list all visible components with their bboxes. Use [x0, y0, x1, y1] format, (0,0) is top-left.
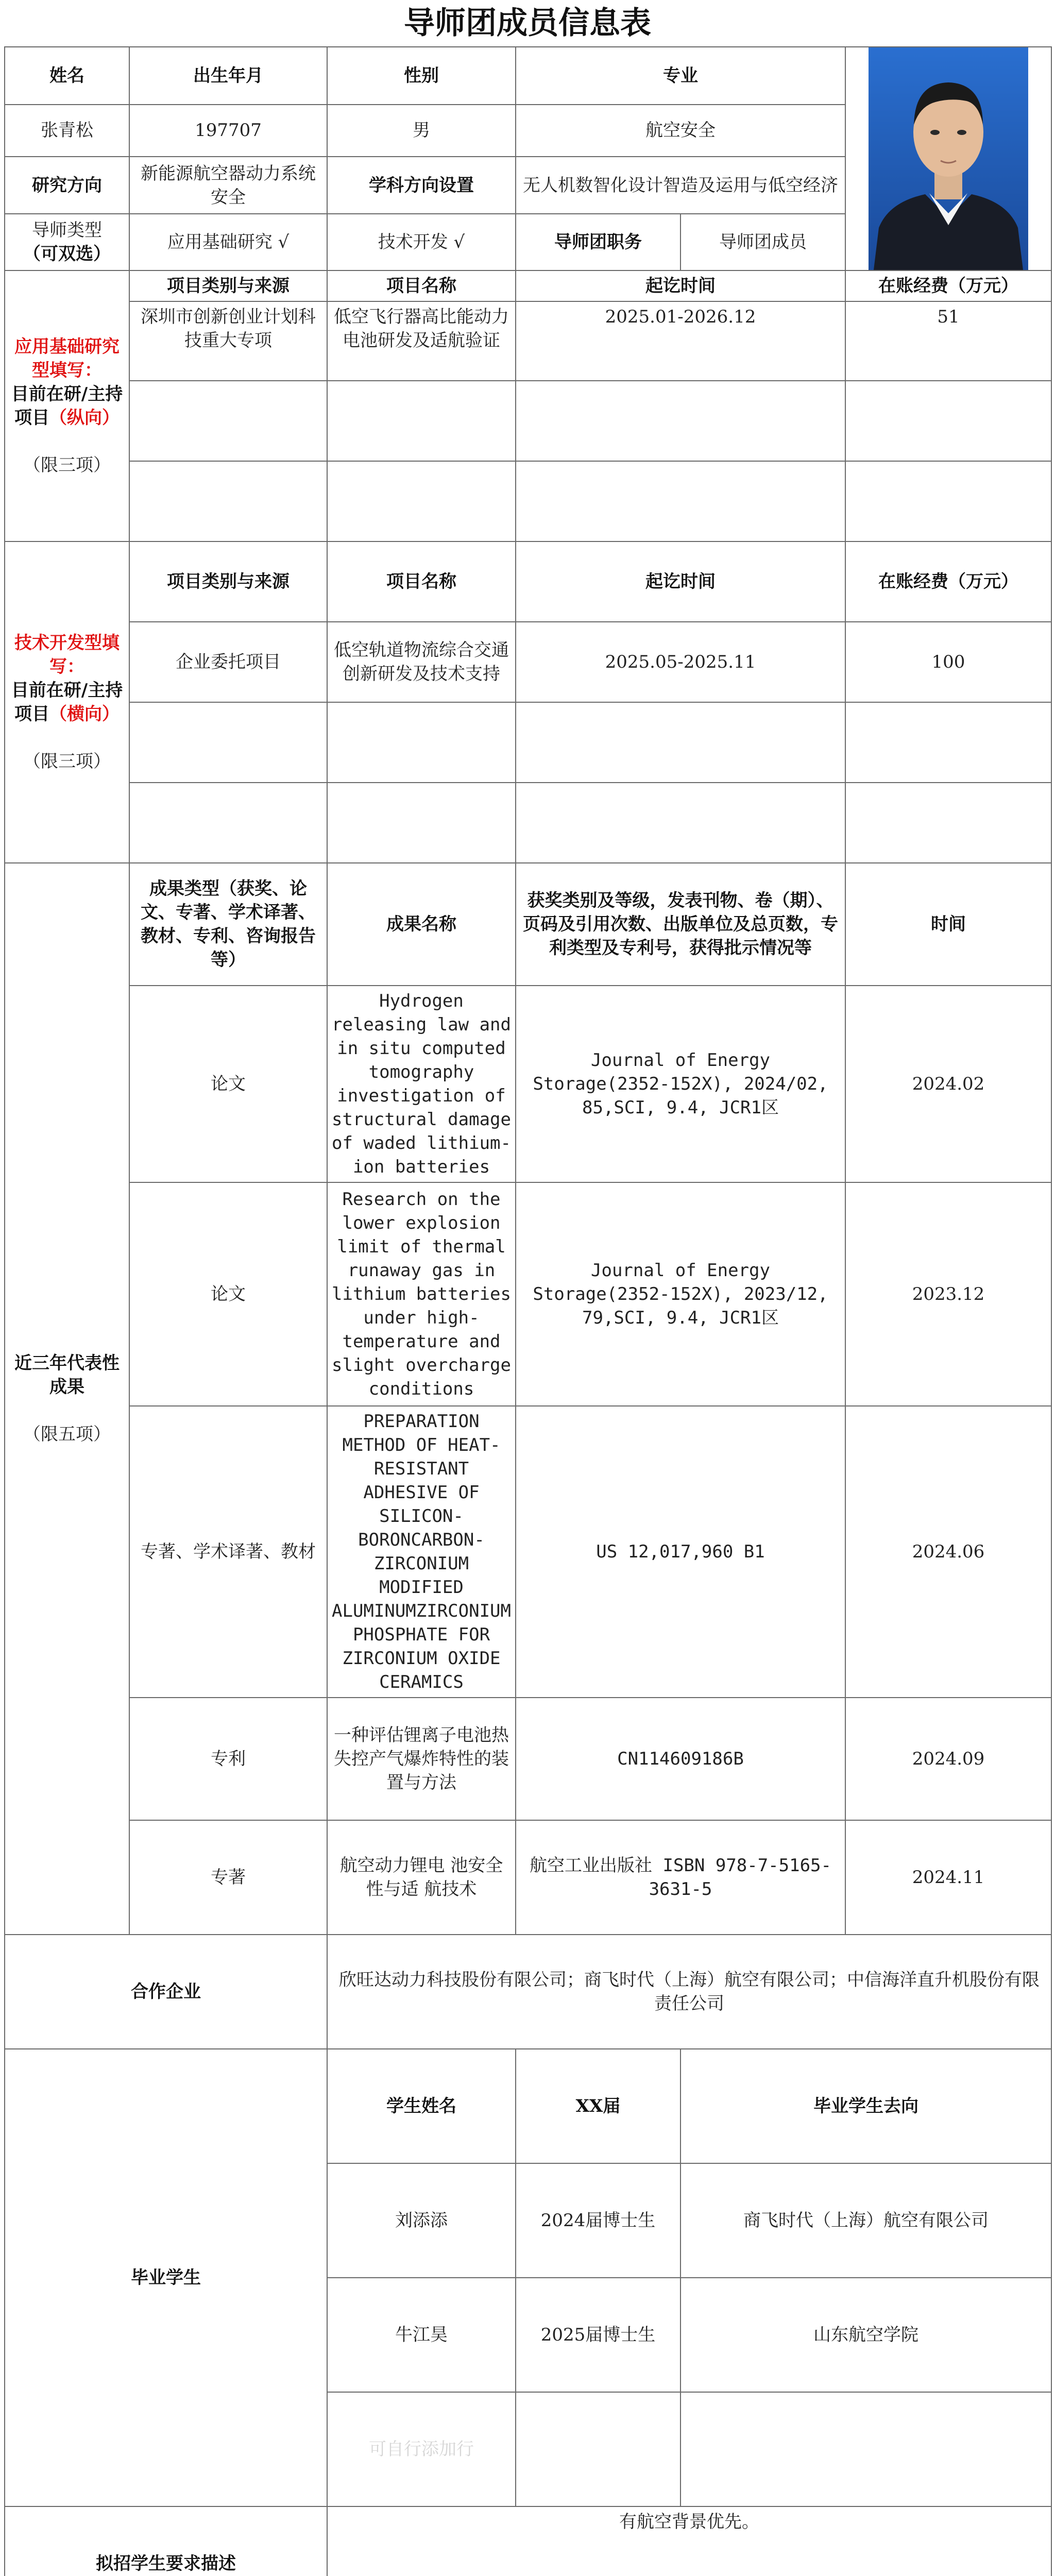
birth-header: 出生年月 — [129, 47, 327, 105]
achievement-time: 2024.06 — [845, 1406, 1051, 1698]
table-row — [5, 301, 1051, 381]
achievement-type: 专著、学术译著、教材 — [129, 1406, 327, 1698]
achievement-details: 航空工业出版社 ISBN 978-7-5165-3631-5 — [516, 1820, 845, 1935]
applied-row-source: 深圳市创新创业计划科技重大专项 — [129, 301, 327, 381]
tech-row-source: 企业委托项目 — [129, 622, 327, 702]
birth-value: 197707 — [129, 105, 327, 157]
portrait-photo — [869, 47, 1028, 270]
cooperation-value: 欣旺达动力科技股份有限公司；商飞时代（上海）航空有限公司；中信海洋直升机股份有限责任公司 — [327, 1935, 1051, 2049]
applied-label-red: 应用基础研究型填写： — [14, 336, 120, 381]
tech-col-name: 项目名称 — [327, 541, 516, 622]
achievement-col-name: 成果名称 — [327, 863, 516, 986]
cooperation-label: 合作企业 — [5, 1935, 327, 2049]
applied-label: 目前在研/主持项目 — [11, 384, 123, 428]
achievement-type: 专著 — [129, 1820, 327, 1935]
achievement-col-time: 时间 — [845, 863, 1051, 986]
applied-row-period: 2025.01-2026.12 — [516, 301, 845, 381]
page-title: 导师团成员信息表 — [404, 5, 651, 41]
graduate-class: 2025届博士生 — [516, 2278, 680, 2392]
table-row-empty — [5, 461, 1051, 541]
graduate-name: 刘添添 — [327, 2163, 516, 2278]
applied-row-funds: 51 — [845, 301, 1051, 381]
achievement-time: 2024.09 — [845, 1698, 1051, 1820]
tech-label-type: （横向） — [49, 704, 120, 724]
applied-col-period: 起讫时间 — [516, 270, 845, 301]
tech-col-source: 项目类别与来源 — [129, 541, 327, 622]
applied-limit: （限三项） — [23, 455, 111, 476]
achievement-type: 专利 — [129, 1698, 327, 1820]
graduate-class: 2024届博士生 — [516, 2163, 680, 2278]
major-header: 专业 — [516, 47, 845, 105]
table-row — [5, 986, 1051, 1182]
achievement-title: 航空动力锂电 池安全性与适 航技术 — [327, 1820, 516, 1935]
requirements-value: 有航空背景优先。 — [327, 2506, 1051, 2576]
achievement-col-type: 成果类型（获奖、论文、专著、学术译著、教材、专利、咨询报告等） — [129, 863, 327, 986]
table-row-empty — [5, 702, 1051, 783]
mentor-type-note: （可双选） — [23, 244, 111, 265]
tech-row-name: 低空轨道物流综合交通创新研发及技术支持 — [327, 622, 516, 702]
duty-value: 导师团成员 — [680, 214, 845, 270]
requirements-label: 拟招学生要求描述 — [5, 2506, 327, 2576]
photo-cell — [845, 47, 1051, 270]
achievement-details: US 12,017,960 B1 — [516, 1406, 845, 1698]
graduates-col-destination: 毕业学生去向 — [680, 2049, 1051, 2163]
graduate-name: 牛江昊 — [327, 2278, 516, 2392]
major-value: 航空安全 — [516, 105, 845, 157]
achievement-time: 2023.12 — [845, 1182, 1051, 1406]
achievement-title: 一种评估锂离子电池热失控产气爆炸特性的装置与方法 — [327, 1698, 516, 1820]
graduate-destination: 商飞时代（上海）航空有限公司 — [680, 2163, 1051, 2278]
achievements-limit: （限五项） — [23, 1424, 111, 1445]
achievements-section-label — [5, 863, 129, 1935]
applied-col-funds: 在账经费（万元） — [845, 270, 1051, 301]
achievement-time: 2024.11 — [845, 1820, 1051, 1935]
tech-row-period: 2025.05-2025.11 — [516, 622, 845, 702]
tech-label: 目前在研/主持项目 — [11, 680, 123, 724]
achievement-details: CN114609186B — [516, 1698, 845, 1820]
table-row — [5, 1182, 1051, 1406]
table-row — [5, 1406, 1051, 1698]
table-row-empty — [5, 783, 1051, 863]
tech-limit: （限三项） — [23, 751, 111, 772]
applied-section-label — [5, 270, 129, 541]
name-value: 张青松 — [5, 105, 129, 157]
table-row — [5, 1698, 1051, 1820]
achievement-details: Journal of Energy Storage(2352-152X), 2023/12, 79,SCI, 9.4, JCR1区 — [516, 1182, 845, 1406]
graduates-col-name: 学生姓名 — [327, 2049, 516, 2163]
achievement-title: Research on the lower explosion limit of thermal runaway gas in lithium batteries under high-temperature and slight overcharge conditions — [327, 1182, 516, 1406]
mentor-type-label: 导师类型 — [32, 220, 102, 241]
duty-label: 导师团职务 — [516, 214, 680, 270]
applied-label-type: （纵向） — [49, 408, 120, 428]
table-row — [5, 1820, 1051, 1935]
mentor-type-option-2: 技术开发 √ — [327, 214, 516, 270]
applied-col-name: 项目名称 — [327, 270, 516, 301]
achievement-title: PREPARATION METHOD OF HEAT-RESISTANT ADHESIVE OF SILICON-BORONCARBON-ZIRCONIUM MODIFIED ALUMINUMZIRCONIUM PHOSPHATE FOR ZIRCONIUM OXIDE CERAMICS — [327, 1406, 516, 1698]
achievement-details: Journal of Energy Storage(2352-152X), 2024/02, 85,SCI, 9.4, JCR1区 — [516, 986, 845, 1182]
achievement-col-details: 获奖类别及等级，发表刊物、卷（期）、页码及引用次数、出版单位及总页数，专利类型及专利号，获得批示情况等 — [516, 863, 845, 986]
table-row-empty — [5, 381, 1051, 461]
achievement-type: 论文 — [129, 1182, 327, 1406]
tech-col-funds: 在账经费（万元） — [845, 541, 1051, 622]
mentor-info-table — [4, 46, 1052, 2576]
graduates-col-class: XX届 — [516, 2049, 680, 2163]
mentor-type-label-cell — [5, 214, 129, 270]
discipline-label: 学科方向设置 — [327, 157, 516, 214]
research-value: 新能源航空器动力系统安全 — [129, 157, 327, 214]
gender-value: 男 — [327, 105, 516, 157]
tech-col-period: 起讫时间 — [516, 541, 845, 622]
achievement-title: Hydrogen releasing law and in situ computed tomography investigation of structural damage of waded lithium-ion batteries — [327, 986, 516, 1182]
applied-col-source: 项目类别与来源 — [129, 270, 327, 301]
gender-header: 性别 — [327, 47, 516, 105]
tech-label-red: 技术开发型填写： — [14, 633, 120, 677]
tech-section-label — [5, 541, 129, 863]
achievement-time: 2024.02 — [845, 986, 1051, 1182]
graduate-destination: 山东航空学院 — [680, 2278, 1051, 2392]
research-label: 研究方向 — [5, 157, 129, 214]
tech-row-funds: 100 — [845, 622, 1051, 702]
graduates-label: 毕业学生 — [5, 2049, 327, 2506]
name-header: 姓名 — [5, 47, 129, 105]
mentor-type-option-1: 应用基础研究 √ — [129, 214, 327, 270]
table-row — [5, 622, 1051, 702]
achievement-type: 论文 — [129, 986, 327, 1182]
achievements-label: 近三年代表性成果 — [14, 1353, 120, 1397]
discipline-value: 无人机数智化设计智造及运用与低空经济 — [516, 157, 845, 214]
applied-row-name: 低空飞行器高比能动力电池研发及适航验证 — [327, 301, 516, 381]
add-row-hint: 可自行添加行 — [327, 2392, 516, 2506]
